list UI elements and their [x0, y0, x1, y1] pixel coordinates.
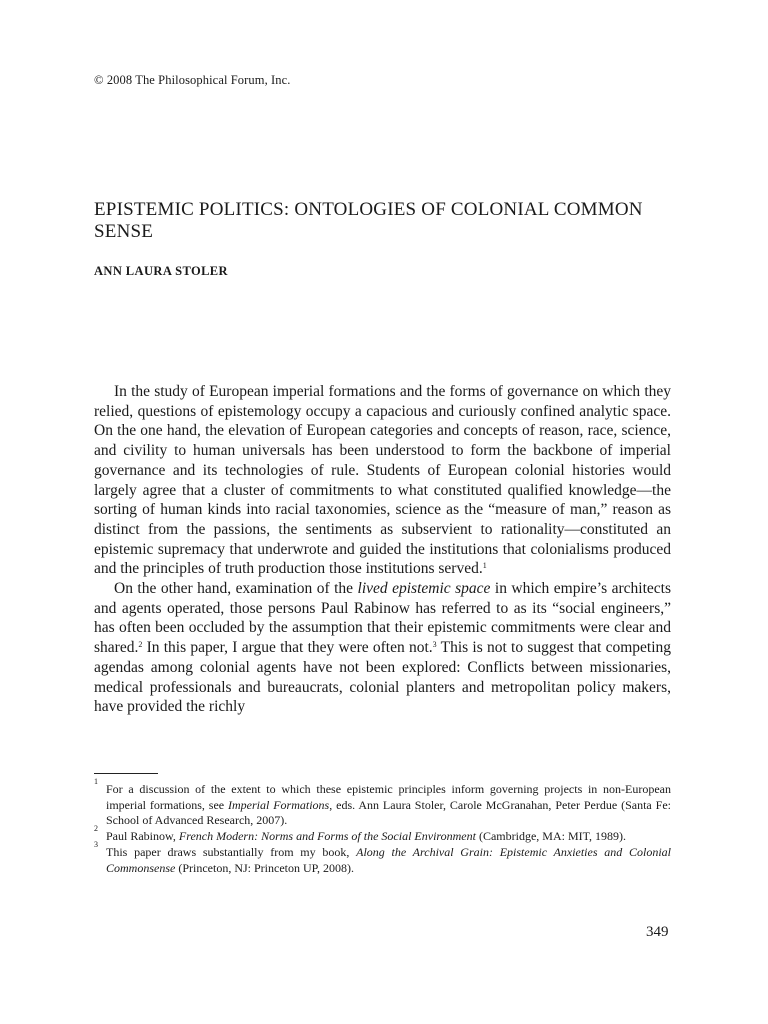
body-paragraph [94, 579, 671, 717]
footnote: 2 Paul Rabinow, French Modern: Norms and Forms of the Social Environment (Cambridge, MA: MIT, 1989). [94, 824, 627, 844]
body-paragraph [94, 382, 671, 579]
paragraph-text: in which empire’s architects and agents operated, those persons Paul Rabinow has referred to as its “social engineers,” has often been occluded by the assumption that their epistemic commitments were clear and shared. [94, 580, 672, 657]
footnote-title: Imperial Formations [228, 797, 330, 812]
paragraph-text: In the study of European imperial formations and the forms of governance on which they relied, questions of epistemology occupy a capacious and curiously confined analytic space. On the one hand, the elevation of European categories and concepts of reason, race, science, and civility to human universals has been understood to form the backbone of imperial governance and its technologies of rule. Students of European colonial histories would largely agree that a cluster of commitments to what constituted qualified knowledge—the sorting of human kinds into racial taxonomies, science as the “measure of man,” reason as distinct from the passions, the sentiments as subservient to rationality—constituted an epistemic supremacy that underwrote and guided the institutions that colonialisms produced and the principles of truth production those institutions served. [94, 383, 671, 578]
footnote-text: This paper draws substantially from my book, [106, 844, 357, 859]
footnote-ref[interactable]: 3 [432, 640, 437, 650]
footnote-text: (Princeton, NJ: Princeton UP, 2008). [175, 860, 354, 875]
footnote-text: For a discussion of the extent to which these epistemic principles inform governing projects in non-European imperial formations, see [106, 782, 671, 812]
footnote-title: French Modern: Norms and Forms of the Social Environment [178, 829, 476, 844]
footnote-text: Paul Rabinow, [106, 829, 179, 844]
footnotes [94, 777, 671, 876]
footnote-text: , eds. Ann Laura Stoler, Carole McGranahan, Peter Perdue (Santa Fe: School of Advanced Research, 2007). [106, 797, 671, 828]
footnote-ref[interactable]: 2 [138, 640, 143, 650]
footnote: 1 For a discussion of the extent to which these epistemic principles inform governing projects in non-European imperial formations, see Imperial Formations, eds. Ann Laura Stoler, Carole McGranahan, Peter Perdue (Santa Fe: School of Advanced Research, 2007). [94, 777, 671, 828]
paragraph-text: In this paper, I argue that they were often not. [142, 639, 433, 657]
paragraph-text: This is not to suggest that competing agendas among colonial agents have not been explored: Conflicts between missionaries, medical professionals and bureaucrats, colonial planters and metropolitan policy makers, have provided the richly [94, 639, 672, 716]
author-name: ANN LAURA STOLER [94, 264, 228, 278]
footnote-text: (Cambridge, MA: MIT, 1989). [475, 829, 627, 844]
footnote: 3 This paper draws substantially from my book, Along the Archival Grain: Epistemic Anxieties and Colonial Commonsense (Princeton, NJ: Princeton UP, 2008). [94, 839, 671, 875]
article-title: EPISTEMIC POLITICS: ONTOLOGIES OF COLONIAL COMMON SENSE [94, 199, 643, 242]
footnote-divider [94, 773, 158, 774]
emphasis-text: lived epistemic space [357, 580, 491, 598]
paragraph-text: On the other hand, examination of the [114, 580, 358, 598]
article-body [94, 382, 671, 717]
footnote-ref[interactable]: 1 [482, 561, 487, 571]
footnote-title: Along the Archival Grain: Epistemic Anxieties and Colonial Commonsense [106, 844, 671, 875]
page-number: 349 [646, 924, 669, 940]
copyright-line: © 2008 The Philosophical Forum, Inc. [94, 73, 291, 87]
